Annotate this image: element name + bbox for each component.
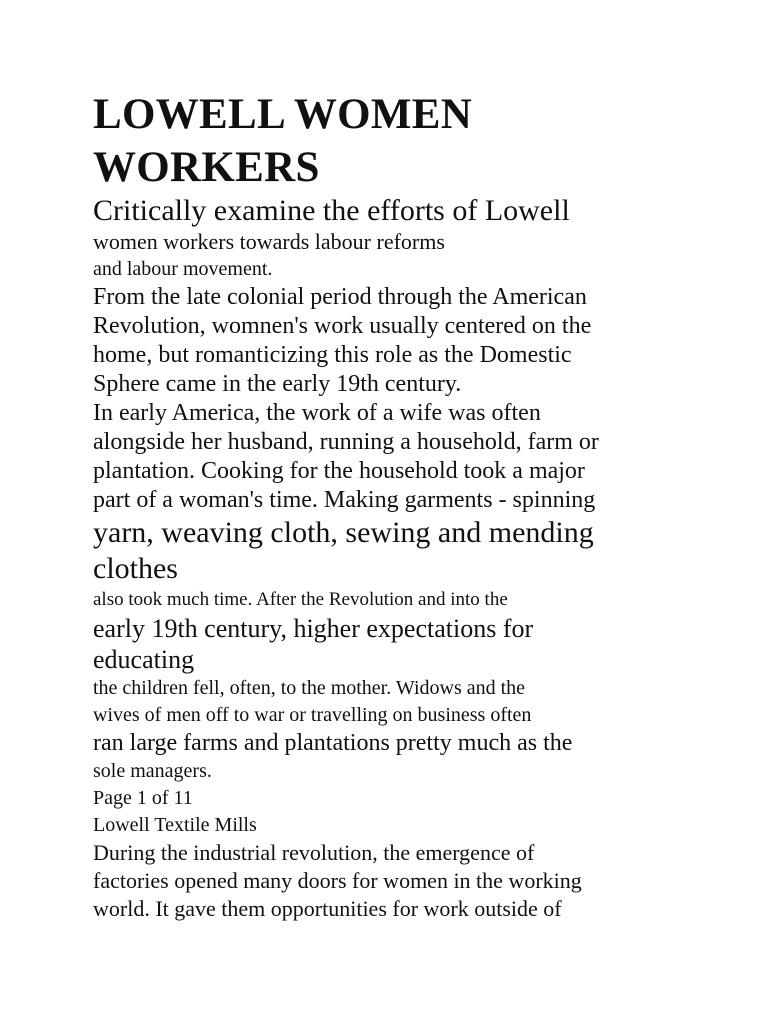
body-text-line: early 19th century, higher expectations for [93,614,534,643]
body-text-line: alongside her husband, running a household, farm or [93,429,599,455]
body-text-line: the children fell, often, to the mother. Widows and the [93,677,526,699]
body-text-line: yarn, weaving cloth, sewing and mending [93,516,594,549]
section-heading: Lowell Textile Mills [93,814,257,836]
document-page [93,88,703,923]
document-title-line-1: LOWELL WOMEN [93,91,473,138]
page-indicator: Page 1 of 11 [93,787,193,809]
body-text-line: part of a woman's time. Making garments - spinning [93,487,596,513]
body-text-line: During the industrial revolution, the emergence of [93,840,535,865]
body-text-line: clothes [93,552,178,585]
body-text-line: educating [93,645,195,674]
body-text-line: home, but romanticizing this role as the Domestic [93,342,572,368]
question-line-3: and labour movement. [93,258,273,280]
body-text-line: world. It gave them opportunities for work outside of [93,896,562,921]
body-text-line: ran large farms and plantations pretty much as the [93,730,573,756]
document-title-line-2: WORKERS [93,144,320,191]
body-text-line: From the late colonial period through the American [93,284,587,310]
question-line-1: Critically examine the efforts of Lowell [93,194,570,227]
body-text-line: In early America, the work of a wife was often [93,400,541,426]
body-text-line: factories opened many doors for women in the working [93,868,582,893]
body-text-line: also took much time. After the Revolution and into the [93,589,508,610]
body-text-line: wives of men off to war or travelling on business often [93,704,532,726]
question-line-2: women workers towards labour reforms [93,229,445,254]
body-text-line: sole managers. [93,760,212,782]
body-text-line: Sphere came in the early 19th century. [93,371,462,397]
body-text-line: plantation. Cooking for the household took a major [93,458,585,484]
body-text-line: Revolution, womnen's work usually centered on the [93,313,592,339]
